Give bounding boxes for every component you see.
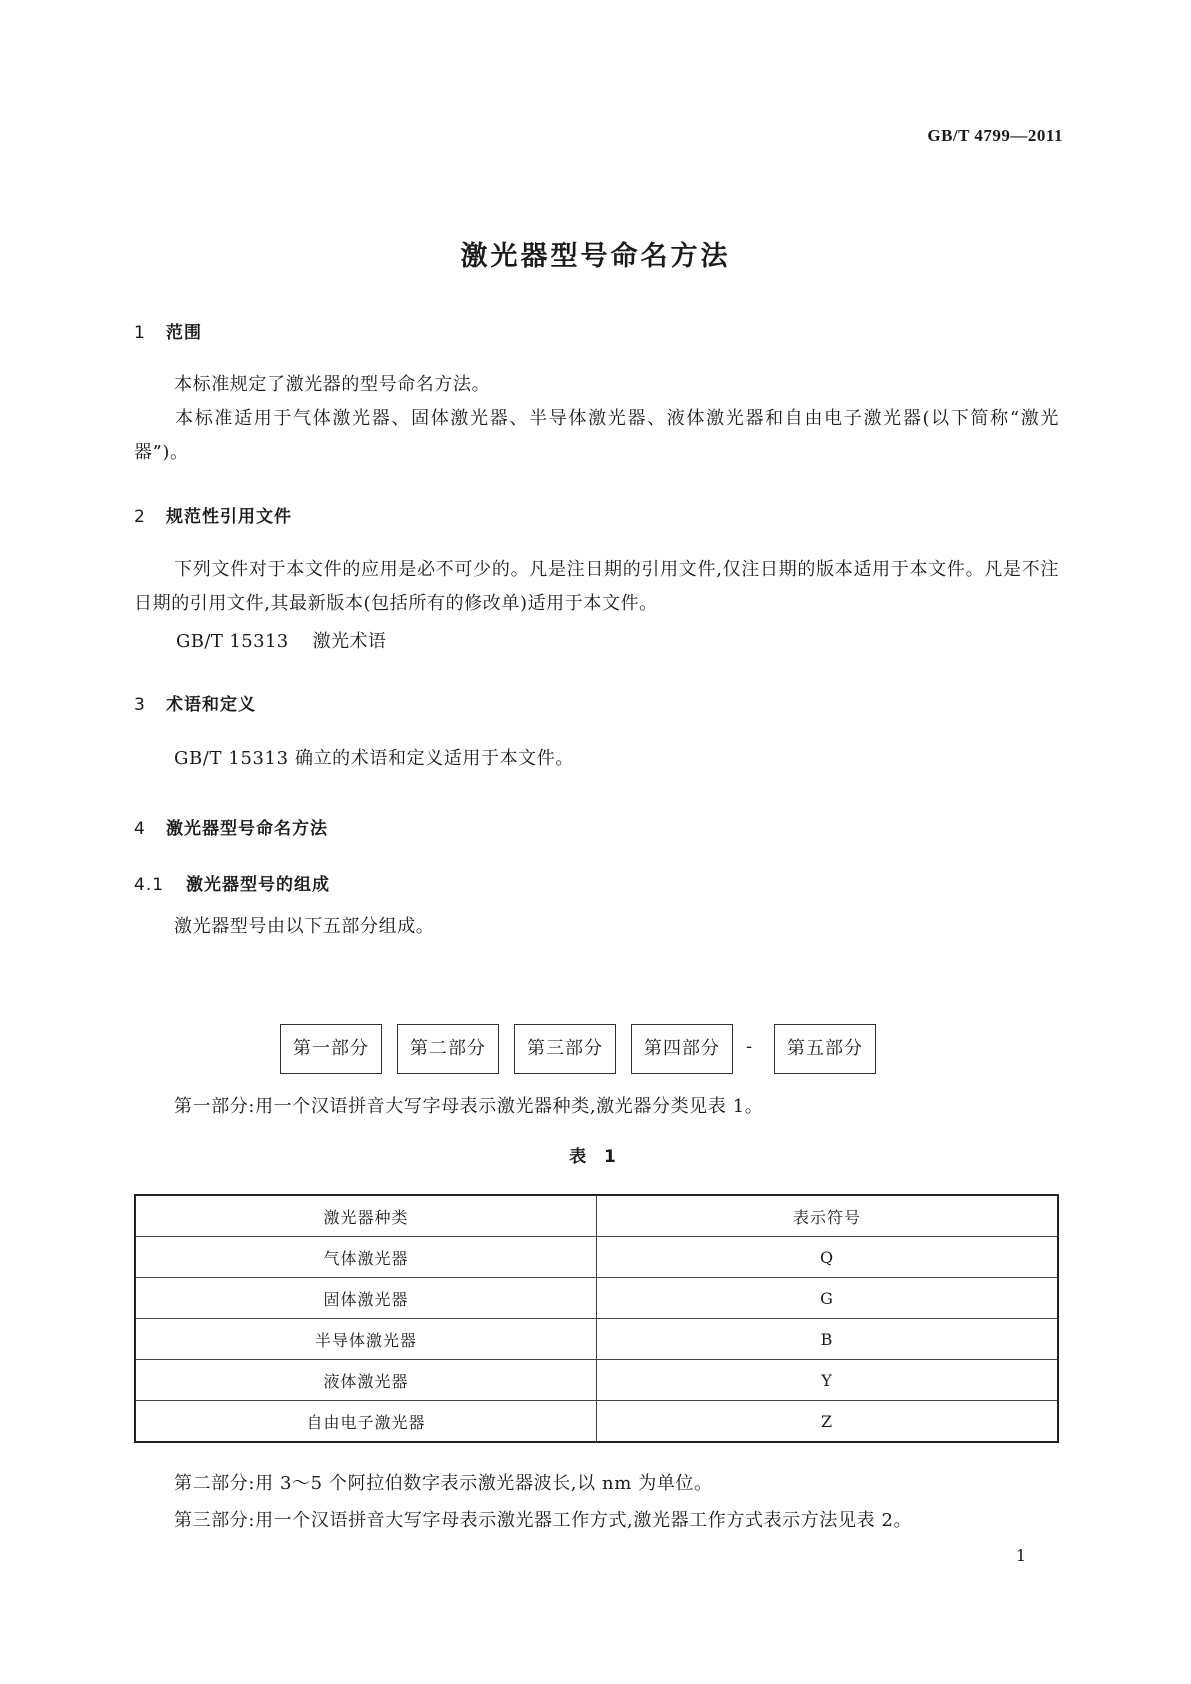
section-3-heading: [134, 690, 256, 715]
section-2-heading: [134, 502, 292, 527]
standard-code: GB/T 4799—2011: [927, 126, 1063, 145]
table-cell: B: [597, 1319, 1059, 1360]
part-box-2: 第二部分: [397, 1024, 499, 1074]
section-title: 规范性引用文件: [166, 507, 292, 527]
page-number: 1: [1015, 1546, 1026, 1565]
table-row: [135, 1319, 1058, 1360]
section-4-1-heading: [134, 870, 330, 895]
table-cell: Z: [597, 1401, 1059, 1443]
section-title: 激光器型号命名方法: [166, 819, 328, 839]
table-row: [135, 1401, 1058, 1443]
section-title: 术语和定义: [166, 695, 256, 715]
section-2-paragraph-1: 下列文件对于本文件的应用是必不可少的。凡是注日期的引用文件,仅注日期的版本适用于本文件。凡是不注日期的引用文件,其最新版本(包括所有的修改单)适用于本文件。: [134, 559, 1059, 614]
part-box-5: 第五部分: [774, 1024, 876, 1074]
part-box-4: 第四部分: [631, 1024, 733, 1074]
section-title: 范围: [166, 323, 202, 343]
table-header-cell: 激光器种类: [135, 1195, 597, 1237]
table-row: [135, 1278, 1058, 1319]
table-cell: 液体激光器: [135, 1360, 597, 1401]
table-row: [135, 1237, 1058, 1278]
laser-type-table: [134, 1194, 1059, 1443]
table-header-row: [135, 1195, 1058, 1237]
table-cell: Q: [597, 1237, 1059, 1278]
table-cell: 自由电子激光器: [135, 1401, 597, 1443]
section-1-paragraph-2: 本标准适用于气体激光器、固体激光器、半导体激光器、液体激光器和自由电子激光器(以下简称“激光器”)。: [134, 408, 1059, 463]
part-3-description: 第三部分:用一个汉语拼音大写字母表示激光器工作方式,激光器工作方式表示方法见表 2。: [174, 1510, 913, 1531]
reference-code: GB/T 15313: [176, 631, 289, 652]
section-1-heading: [134, 318, 202, 343]
table-cell: 固体激光器: [135, 1278, 597, 1319]
section-1-paragraph-1: 本标准规定了激光器的型号命名方法。: [174, 374, 491, 395]
reference-title: 激光术语: [312, 631, 387, 652]
section-4-heading: [134, 814, 328, 839]
table-cell: G: [597, 1278, 1059, 1319]
section-title: 激光器型号的组成: [186, 875, 330, 895]
section-number: 4.1: [134, 875, 165, 895]
section-number: 2: [134, 507, 146, 527]
table-header-cell: 表示符号: [597, 1195, 1059, 1237]
section-number: 4: [134, 819, 146, 839]
part-2-description: 第二部分:用 3～5 个阿拉伯数字表示激光器波长,以 nm 为单位。: [174, 1473, 713, 1494]
section-number: 3: [134, 695, 146, 715]
table-cell: Y: [597, 1360, 1059, 1401]
table-cell: 半导体激光器: [135, 1319, 597, 1360]
part-separator: -: [746, 1036, 753, 1057]
normative-reference: [176, 627, 386, 653]
section-3-paragraph-1: GB/T 15313 确立的术语和定义适用于本文件。: [174, 748, 574, 769]
table-1-title: 表 1: [569, 1147, 622, 1167]
table-cell: 气体激光器: [135, 1237, 597, 1278]
part-box-1: 第一部分: [280, 1024, 382, 1074]
part-box-3: 第三部分: [514, 1024, 616, 1074]
composition-intro: 激光器型号由以下五部分组成。: [174, 916, 435, 937]
table-row: [135, 1360, 1058, 1401]
section-number: 1: [134, 323, 146, 343]
document-title: 激光器型号命名方法: [460, 241, 731, 272]
part-1-description: 第一部分:用一个汉语拼音大写字母表示激光器种类,激光器分类见表 1。: [174, 1096, 764, 1117]
